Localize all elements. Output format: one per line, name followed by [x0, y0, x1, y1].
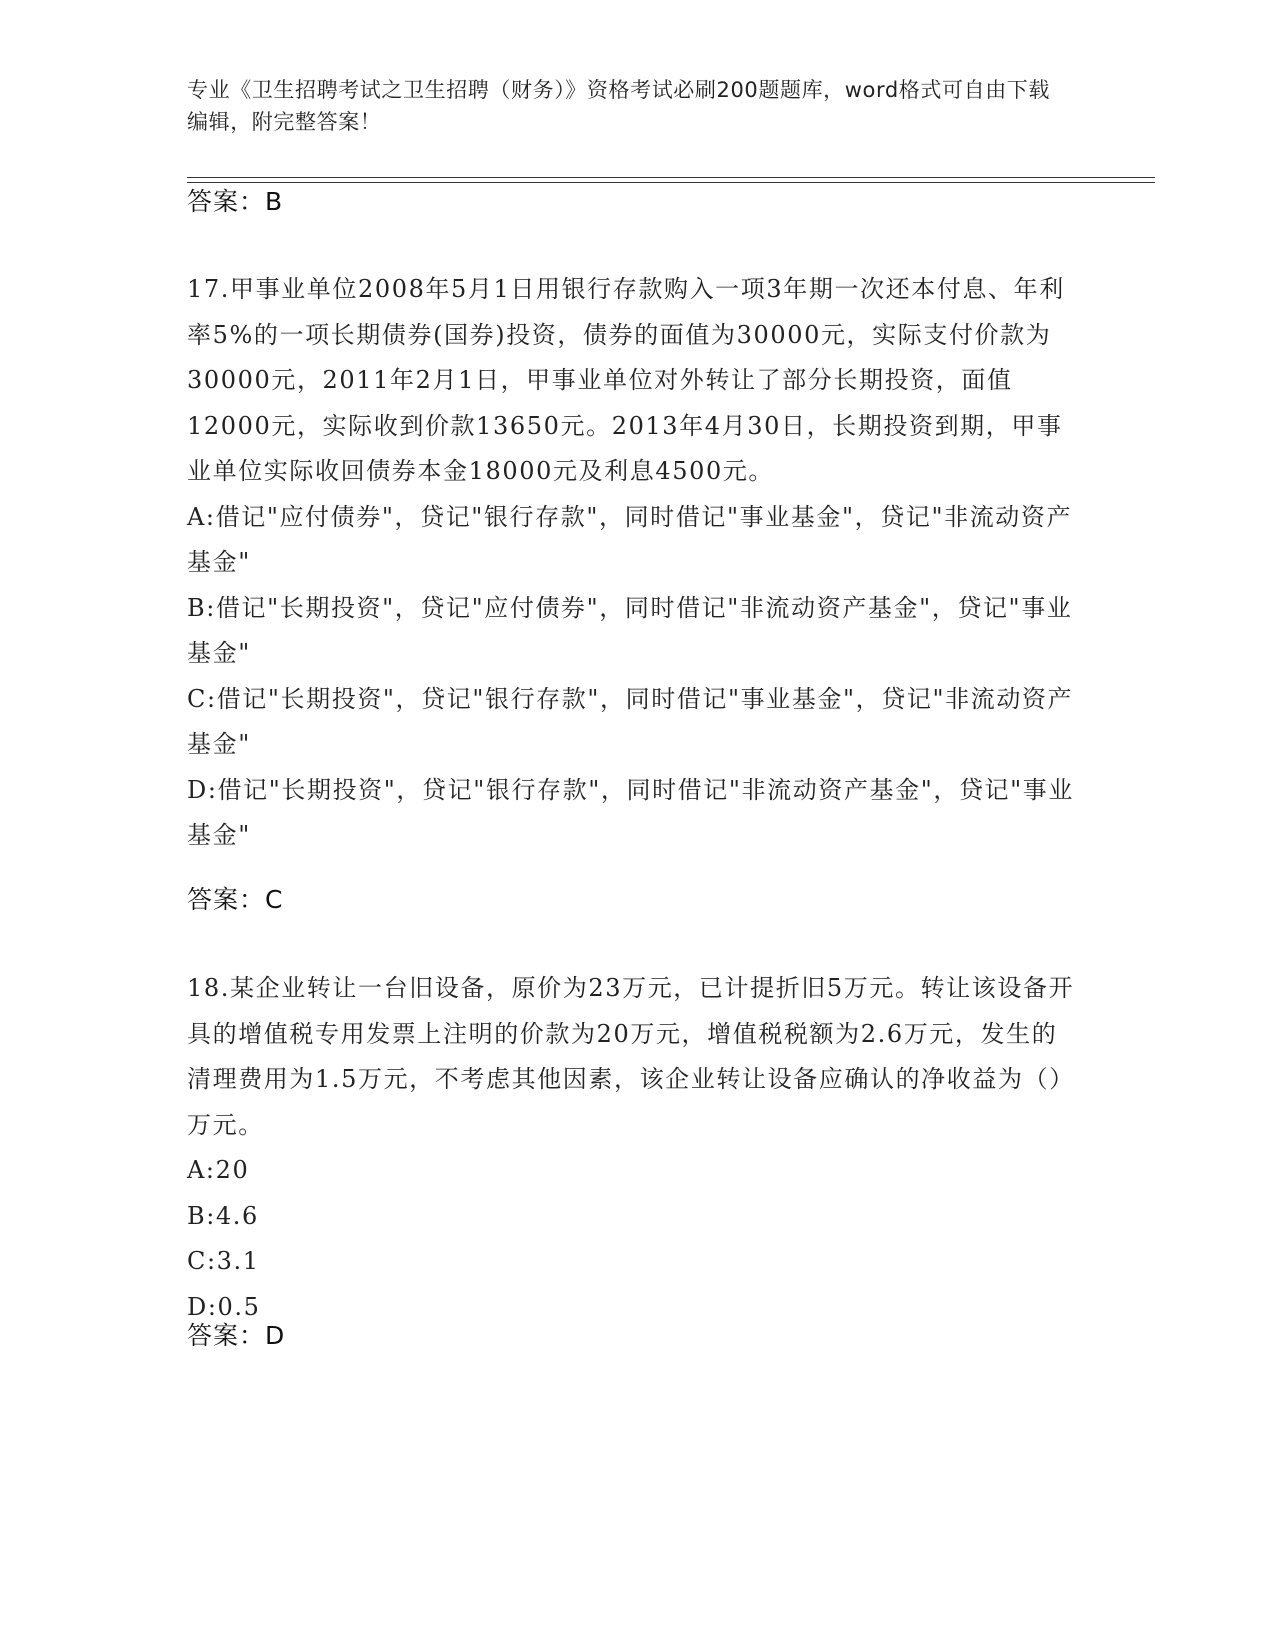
answer-line: 答案：B [187, 187, 284, 216]
option-a: A:借记"应付债券"，贷记"银行存款"，同时借记"事业基金"，贷记"非流动资产基金" [187, 502, 1073, 576]
option-b: B:4.6 [187, 1201, 259, 1230]
question-stem: 18.某企业转让一台旧设备，原价为23万元，已计提折旧5万元。转让该设备开具的增值税专用发票上注明的价款为20万元，增值税税额为2.6万元，发生的清理费用为1.5万元，不考虑其他因素，该企业转让设备应确认的净收益为（）万元。 [187, 974, 1075, 1139]
answer-line: 答案：D [187, 1321, 286, 1350]
option-d: D:0.5 [187, 1292, 261, 1321]
option-c: C:3.1 [187, 1247, 260, 1275]
option-a: A:20 [187, 1156, 250, 1184]
page-header-text: 专业《卫生招聘考试之卫生招聘（财务）》资格考试必刷200题题库，word格式可自由下载编辑，附完整答案！ [187, 78, 1050, 134]
question-17 [187, 267, 1077, 859]
question-stem: 17.甲事业单位2008年5月1日用银行存款购入一项3年期一次还本付息、年利率5%的一项长期债券(国券)投资，债券的面值为30000元，实际支付价款为30000元，2011年2月1日，甲事业单位对外转让了部分长期投资，面值12000元，实际收到价款13650元。2013年4月30日，长期投资到期，甲事业单位实际收回债券本金18000元及利息4500元。 [187, 275, 1065, 485]
option-c: C:借记"长期投资"，贷记"银行存款"，同时借记"事业基金"，贷记"非流动资产基金" [187, 684, 1074, 758]
option-b: B:借记"长期投资"，贷记"应付债券"，同时借记"非流动资产基金"，贷记"事业基金" [187, 593, 1073, 667]
option-d: D:借记"长期投资"，贷记"银行存款"，同时借记"非流动资产基金"，贷记"事业基金" [187, 775, 1074, 849]
header-divider [187, 177, 1155, 183]
question-18 [187, 966, 1077, 1330]
answer-line: 答案：C [187, 885, 284, 914]
